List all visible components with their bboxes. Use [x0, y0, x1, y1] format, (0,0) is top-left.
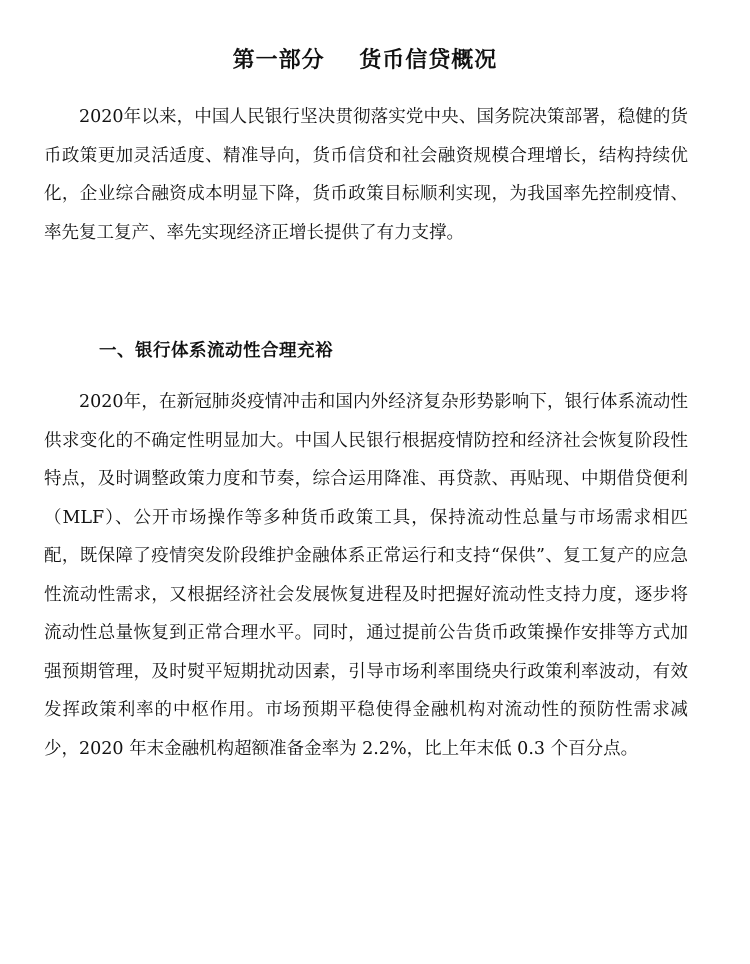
paragraph-liquidity: 2020年，在新冠肺炎疫情冲击和国内外经济复杂形势影响下，银行体系流动性供求变化的不确定性明显加大。中国人民银行根据疫情防控和经济社会恢复阶段性特点，及时调整政策力度和节奏，综合运用降准、再贷款、再贴现、中期借贷便利（MLF）、公开市场操作等多种货币政策工具，保持流动性总量与市场需求相匹配，既保障了疫情突发阶段维护金融体系正常运行和支持“保供”、复工复产的应急性流动性需求，又根据经济社会发展恢复进程及时把握好流动性支持力度，逐步将流动性总量恢复到正常合理水平。同时，通过提前公告货币政策操作安排等方式加强预期管理，及时熨平短期扰动因素，引导市场利率围绕央行政策利率波动，有效发挥政策利率的中枢作用。市场预期平稳使得金融机构对流动性的预防性需求减少，2020 年末金融机构超额准备金率为 2.2%，比上年末低 0.3 个百分点。: [44, 392, 688, 759]
paragraph-intro: 2020年以来，中国人民银行坚决贯彻落实党中央、国务院决策部署，稳健的货币政策更加灵活适度、精准导向，货币信贷和社会融资规模合理增长，结构持续优化，企业综合融资成本明显下降，货币政策目标顺利实现，为我国率先控制疫情、率先复工复产、率先实现经济正增长提供了有力支撑。: [44, 107, 688, 243]
page-title: 第一部分 货币信贷概况: [232, 47, 498, 73]
section-heading: 一、银行体系流动性合理充裕: [99, 341, 333, 361]
